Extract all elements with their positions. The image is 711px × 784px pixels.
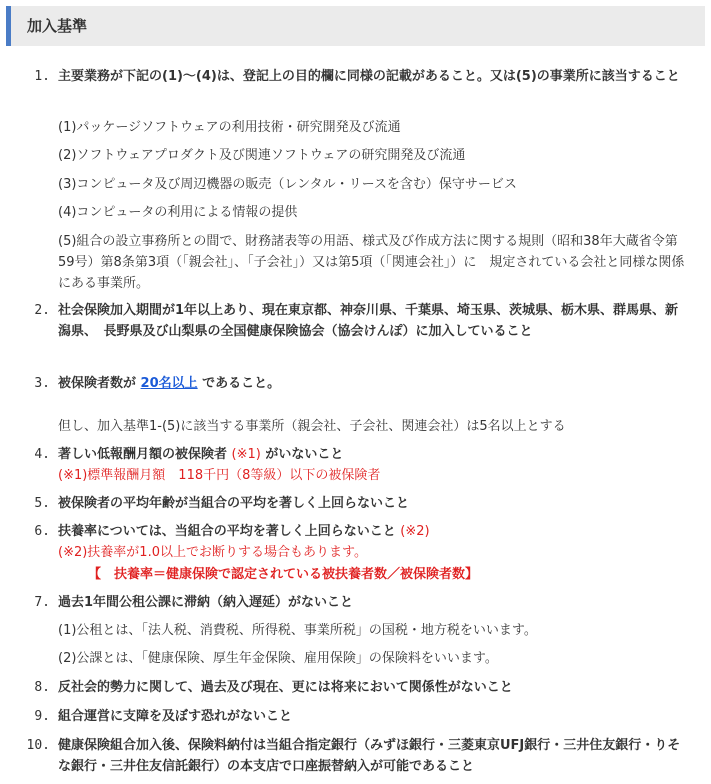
criterion-1-text: 主要業務が下記の(1)〜(4)は、登記上の目的欄に同様の記載があること。又は(5)の事業所に該当すること [58, 69, 680, 84]
criterion-7-sub-1: (1)公租とは、「法人税、消費税、所得税、事業所税」の国税・地方税をいいます。 [58, 623, 537, 638]
criterion-6-main: 扶養率については、当組合の平均を著しく上回らないこと [58, 524, 396, 539]
criterion-9-text: 組合運営に支障を及ぼす恐れがないこと [58, 709, 293, 724]
criterion-1-sub-4: (4)コンピュータの利用による情報の提供 [58, 205, 298, 220]
criterion-7-text: 過去1年間公租公課に滞納（納入遅延）がないこと [58, 595, 354, 610]
item-number: 10. [26, 738, 50, 753]
item-number: 2. [34, 303, 50, 318]
criterion-10-text: 健康保険組合加入後、保険料納付は当組合指定銀行（みずほ銀行・三菱東京UFJ銀行・三井住友銀行・りそな銀行・三井住友信託銀行）の本支店で口座振替納入が可能であること [58, 738, 681, 774]
criterion-6-text [58, 521, 688, 542]
item-number: 3. [34, 376, 50, 391]
criterion-4-text [58, 444, 688, 465]
criterion-6-note: (※2)扶養率が1.0以上でお断りする場合もあります。 [58, 545, 367, 560]
item-number: 9. [34, 709, 50, 724]
item-number: 6. [34, 524, 50, 539]
criterion-3-text-a: 被保険者数が [58, 376, 137, 391]
item-number: 7. [34, 595, 50, 610]
criterion-2-text: 社会保険加入期間が1年以上あり、現在東京都、神奈川県、千葉県、埼玉県、茨城県、栃木県、群馬県、新潟県、 長野県及び山梨県の全国健康保険協会（協会けんぽ）に加入していること [58, 303, 679, 339]
criterion-1-sub-3: (3)コンピュータ及び周辺機器の販売（レンタル・リースを含む）保守サービス [58, 177, 517, 192]
item-number: 5. [34, 496, 50, 511]
criterion-1-sub-5: (5)組合の設立事務所との間で、財務諸表等の用語、様式及び作成方法に関する規則（昭和38年大蔵省令第59号）第8条第3項（「親会社」、「子会社」）又は第5項（「関連会社」）に 規定されている会社と同様な関係にある事業所。 [58, 234, 685, 291]
criterion-4-text-a: 著しい低報酬月額の被保険者 [58, 447, 228, 462]
criterion-4-note: (※1)標準報酬月額 118千円（8等級）以下の被保険者 [58, 468, 381, 483]
criterion-5-text: 被保険者の平均年齢が当組合の平均を著しく上回らないこと [58, 496, 410, 511]
section-header [6, 6, 705, 46]
criterion-3-note: 但し、加入基準1-(5)に該当する事業所（親会社、子会社、関連会社）は5名以上とする [58, 419, 566, 434]
criterion-6-mark: (※2) [400, 524, 430, 539]
criterion-8-text: 反社会的勢力に関して、過去及び現在、更には将来において関係性がないこと [58, 680, 513, 695]
item-number: 1. [34, 69, 50, 84]
criterion-6-formula: 【 扶養率＝健康保険で認定されている被扶養者数／被保険者数】 [88, 567, 479, 582]
item-number: 4. [34, 447, 50, 462]
criterion-7-sub-2: (2)公課とは、「健康保険、厚生年金保険、雇用保険」の保険料をいいます。 [58, 651, 498, 666]
criterion-3-text-b: であること。 [202, 376, 281, 391]
criterion-4-text-b: がいないこと [265, 447, 344, 462]
criterion-1-sub-1: (1)パッケージソフトウェアの利用技術・研究開発及び流通 [58, 120, 401, 135]
page-title: 加入基準 [27, 17, 88, 35]
criterion-4-mark: (※1) [231, 447, 261, 462]
criterion-1-sub-2: (2)ソフトウェアプロダクト及び関連ソフトウェアの研究開発及び流通 [58, 148, 466, 163]
member-count-link[interactable]: 20名以上 [140, 376, 198, 391]
item-number: 8. [34, 680, 50, 695]
criterion-3-text [58, 373, 308, 394]
